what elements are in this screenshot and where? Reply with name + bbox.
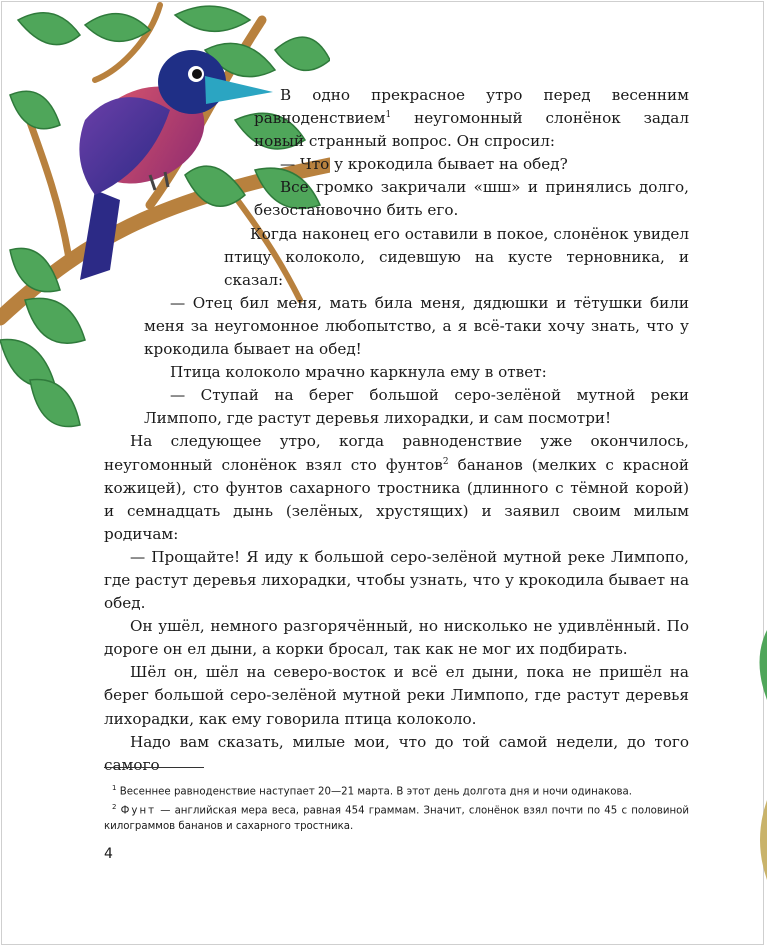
footnote-divider (104, 767, 204, 768)
edge-leaf-decoration (747, 620, 767, 920)
footnote-mark: 2 (112, 802, 117, 811)
footnote-mark: 1 (112, 784, 117, 792)
paragraph: Птица колоколо мрачно каркнула ему в ответ: (170, 363, 547, 382)
paragraph: Когда наконец его оставили в покое, слонёнок увидел птицу колоколо, сидевшую на кусте терновника, и сказал: (224, 224, 689, 289)
paragraph: Все громко закричали «шш» и принялись долго, безостановочно бить его. (254, 178, 689, 220)
text-wrap-block (104, 292, 689, 431)
paragraph: — Отец бил меня, мать била меня, дядюшки и тётушки били меня за неугомонное любопытство, а я всё-таки хочу знать, что у крокодила бывает на обед! (144, 293, 689, 359)
story-text (104, 84, 689, 777)
paragraph: — Прощайте! Я иду к большой серо-зелёной мутной реке Лимпопо, где растут деревья лихорадки, чтобы узнать, что у крокодила бывает на обед. (104, 547, 689, 613)
footnote-ref: 1 (385, 110, 392, 121)
paragraph: На следующее утро, когда равноденствие уже окончилось, неугомонный слонёнок взял сто фунтов$^2$ бананов (мелких с красной кожицей), сто фунтов сахарного тростника (длинного с тёмной корой) и семнадцать дынь (зелёных, хрустящих) и заявил своим милым родичам: (104, 432, 689, 543)
footnote-1: $^1$ Весеннее равноденствие наступает 20—21 марта. В этот день долгота дня и ночи одинакова. (112, 784, 632, 798)
footnotes (104, 781, 689, 834)
footnote-ref: 2 (442, 456, 449, 467)
paragraph: Шёл он, шёл на северо-восток и всё ел дыни, пока не пришёл на берег большой серо-зелёной мутной реки Лимпопо, где растут деревья лихорадки, как ему говорила птица колоколо. (104, 663, 689, 728)
paragraph: В одно прекрасное утро перед весенним равноденствием$^1$ неугомонный слонёнок задал новый странный вопрос. Он спросил: (254, 86, 689, 151)
footnote-term: Фунт (120, 805, 157, 817)
paragraph: Он ушёл, немного разгорячённый, но нисколько не удивлённый. По дороге он ел дыни, а корки бросал, так как не мог их подбирать. (104, 617, 689, 659)
footnote-2: $^2$ Фунт — английская мера веса, равная 454 граммам. Значит, слонёнок взял почти по 45 с половиной килограммов бананов и сахарного тростника. (104, 802, 689, 832)
paragraph: — Что у крокодила бывает на обед? (280, 155, 568, 174)
text-wrap-block (104, 223, 689, 292)
page-number: 4 (104, 846, 113, 862)
text-wrap-block (104, 84, 689, 223)
paragraph: — Ступай на берег большой серо-зелёной мутной реки Лимпопо, где растут деревья лихорадки, и сам посмотри! (144, 386, 689, 428)
paragraph: Надо вам сказать, милые мои, что до той самой недели, до того самого (104, 732, 689, 774)
